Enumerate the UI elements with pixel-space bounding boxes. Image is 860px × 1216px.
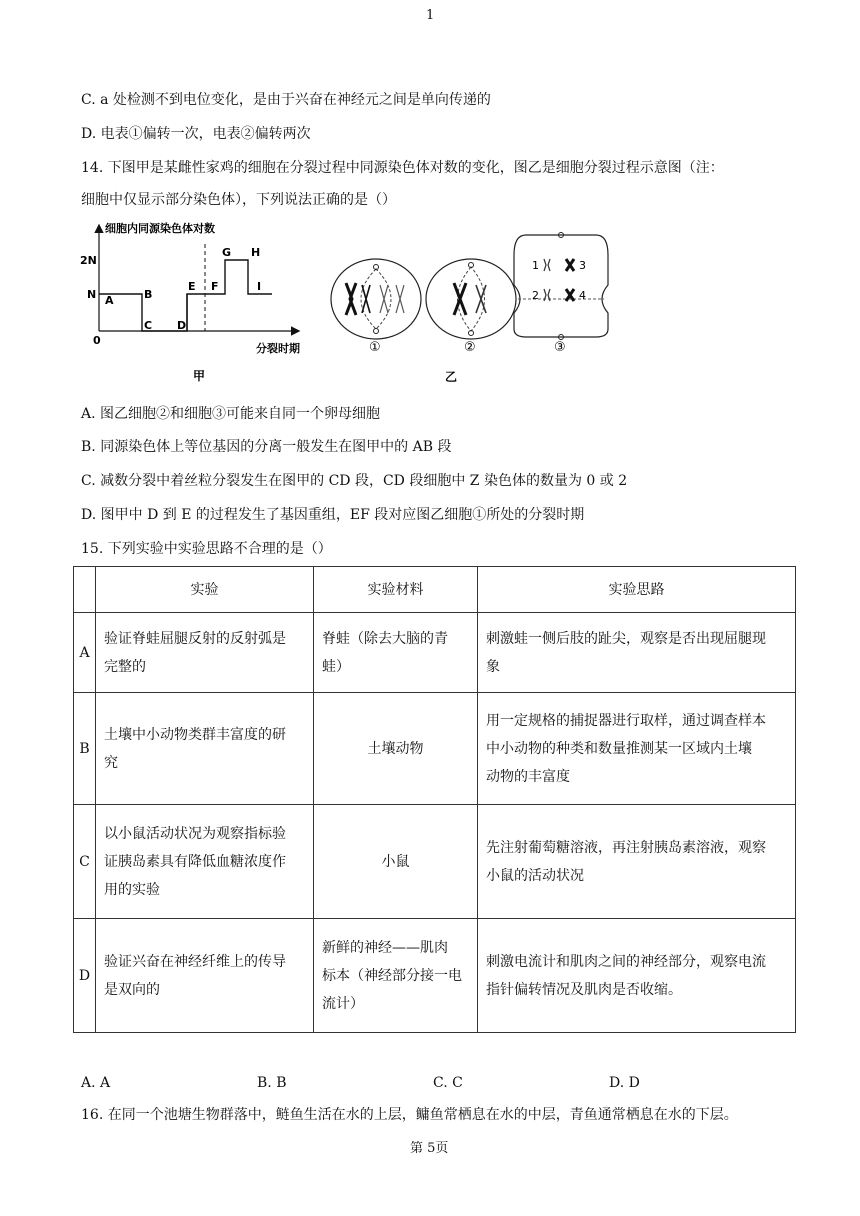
cell-2-label: ② bbox=[464, 340, 476, 355]
row-c-material: 小鼠 bbox=[314, 805, 478, 919]
figure-yi bbox=[326, 225, 616, 387]
point-h: H bbox=[251, 246, 261, 259]
cell-3-label: ③ bbox=[554, 340, 566, 355]
q13-option-c: C. a 处检测不到电位变化，是由于兴奋在神经元之间是单向传递的 bbox=[81, 92, 491, 108]
q14-stem-line2: 细胞中仅显示部分染色体），下列说法正确的是（） bbox=[81, 192, 396, 208]
row-c-idea: 先注射葡萄糖溶液，再注射胰岛素溶液，观察 小鼠的活动状况 bbox=[478, 805, 796, 919]
origin-label: 0 bbox=[93, 334, 101, 347]
point-c: C bbox=[144, 319, 153, 332]
table-row-a bbox=[74, 613, 796, 693]
row-a-idea: 刺激蛙一侧后肢的趾尖，观察是否出现屈腿现 象 bbox=[478, 613, 796, 693]
q16-stem-line1: 16. 在同一个池塘生物群落中，鲢鱼生活在水的上层，鳙鱼常栖息在水的中层，青鱼通常栖息在水的下层。 bbox=[81, 1107, 738, 1123]
row-b-label: B bbox=[74, 693, 96, 805]
cell-1 bbox=[331, 259, 421, 339]
header-material: 实验材料 bbox=[314, 567, 478, 613]
chromosome-1: 1 bbox=[532, 259, 539, 272]
point-a: A bbox=[105, 294, 114, 307]
page-number: 1 bbox=[426, 8, 435, 23]
row-d-label: D bbox=[74, 919, 96, 1033]
q15-option-d: D. D bbox=[609, 1075, 640, 1091]
q14-option-d: D. 图甲中 D 到 E 的过程发生了基因重组，EF 段对应图乙细胞①所处的分裂时期 bbox=[81, 507, 585, 523]
header-experiment: 实验 bbox=[96, 567, 314, 613]
header-idea: 实验思路 bbox=[478, 567, 796, 613]
y-axis-title: 细胞内同源染色体对数 bbox=[105, 222, 215, 235]
tick-n: N bbox=[87, 288, 97, 301]
figure-jia bbox=[80, 218, 320, 388]
row-b-idea: 用一定规格的捕捉器进行取样，通过调查样本 中小动物的种类和数量推测某一区域内土壤 动物的丰富度 bbox=[478, 693, 796, 805]
point-i: I bbox=[257, 280, 262, 293]
row-c-label: C bbox=[74, 805, 96, 919]
q14-option-c: C. 减数分裂中着丝粒分裂发生在图甲的 CD 段，CD 段细胞中 Z 染色体的数量为 0 或 2 bbox=[81, 473, 628, 489]
q14-stem-line1: 14. 下图甲是某雌性家鸡的细胞在分裂过程中同源染色体对数的变化，图乙是细胞分裂过程示意图（注： bbox=[81, 160, 724, 176]
point-b: B bbox=[144, 288, 153, 301]
chromosome-4: 4 bbox=[579, 289, 586, 302]
cell-1-label: ① bbox=[369, 340, 381, 355]
table-row-b bbox=[74, 693, 796, 805]
row-d-material: 新鲜的神经——肌肉 标本（神经部分接一电 流计） bbox=[314, 919, 478, 1033]
caption-yi: 乙 bbox=[445, 370, 458, 384]
tick-2n: 2N bbox=[80, 254, 97, 267]
row-b-material: 土壤动物 bbox=[314, 693, 478, 805]
x-axis-title: 分裂时期 bbox=[256, 342, 300, 355]
point-e: E bbox=[188, 280, 196, 293]
row-a-experiment: 验证脊蛙屈腿反射的反射弧是 完整的 bbox=[96, 613, 314, 693]
q14-option-b: B. 同源染色体上等位基因的分离一般发生在图甲中的 AB 段 bbox=[81, 439, 452, 455]
caption-jia: 甲 bbox=[193, 369, 206, 383]
table-row-d bbox=[74, 919, 796, 1033]
header-blank-cell bbox=[74, 567, 96, 613]
q13-option-d: D. 电表①偏转一次，电表②偏转两次 bbox=[81, 126, 311, 142]
chromosome-3: 3 bbox=[579, 259, 586, 272]
cell-3 bbox=[514, 233, 608, 340]
table-row-c bbox=[74, 805, 796, 919]
point-d: D bbox=[177, 319, 187, 332]
row-a-label: A bbox=[74, 613, 96, 693]
row-d-idea: 刺激电流计和肌肉之间的神经部分，观察电流 指针偏转情况及肌肉是否收缩。 bbox=[478, 919, 796, 1033]
q15-table bbox=[73, 566, 796, 1033]
page-footer-label: 第 5页 bbox=[410, 1141, 449, 1156]
row-d-experiment: 验证兴奋在神经纤维上的传导 是双向的 bbox=[96, 919, 314, 1033]
q15-option-a: A. A bbox=[81, 1075, 111, 1091]
row-a-material: 脊蛙（除去大脑的青 蛙） bbox=[314, 613, 478, 693]
q15-option-c: C. C bbox=[433, 1075, 463, 1091]
q15-option-b: B. B bbox=[257, 1075, 287, 1091]
point-f: F bbox=[211, 280, 219, 293]
cell-2 bbox=[426, 259, 516, 339]
row-b-experiment: 土壤中小动物类群丰富度的研 究 bbox=[96, 693, 314, 805]
q15-stem: 15. 下列实验中实验思路不合理的是（） bbox=[81, 541, 332, 557]
q14-option-a: A. 图乙细胞②和细胞③可能来自同一个卵母细胞 bbox=[81, 406, 381, 422]
chromosome-2: 2 bbox=[532, 289, 539, 302]
table-header-row bbox=[74, 567, 796, 613]
point-g: G bbox=[222, 246, 232, 259]
row-c-experiment: 以小鼠活动状况为观察指标验 证胰岛素具有降低血糖浓度作 用的实验 bbox=[96, 805, 314, 919]
